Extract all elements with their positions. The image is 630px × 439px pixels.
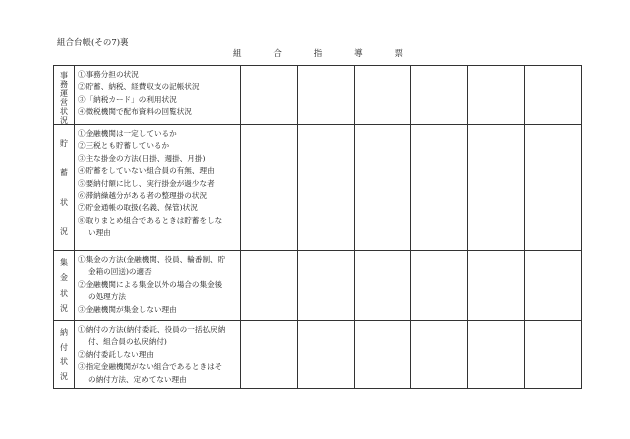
entry-cell[interactable] — [354, 66, 411, 125]
entry-cell[interactable] — [468, 251, 525, 321]
check-item-text: ③指定金融機関がない組合であるときはそ — [78, 362, 223, 372]
check-item — [78, 254, 238, 279]
category-char: 営 — [60, 98, 68, 107]
check-items-cell — [75, 66, 241, 125]
category-char: 事 — [60, 71, 68, 80]
category-cell — [54, 66, 75, 125]
form-label: 組合台帳(その7)裏 — [57, 38, 129, 48]
title-char: 合 — [273, 49, 282, 59]
entry-cell[interactable] — [354, 321, 411, 389]
category-char: 況 — [60, 372, 68, 382]
entry-cell[interactable] — [468, 125, 525, 251]
entry-cell[interactable] — [241, 321, 298, 389]
check-item: ①金融機関は一定しているか — [78, 129, 177, 138]
category-cell — [54, 125, 75, 251]
category-char: 集 — [60, 258, 68, 268]
entry-cell[interactable] — [524, 125, 581, 251]
check-item-text: ⑧取りまとめ組合であるときは貯蓄をしな — [78, 215, 223, 225]
category-char: 務 — [60, 80, 68, 89]
check-item-continuation: 金箱の回送)の適否 — [88, 267, 152, 277]
check-item: ②納付委託しない理由 — [78, 349, 154, 359]
category-char: 況 — [60, 303, 68, 313]
guidance-table — [53, 65, 582, 389]
check-item-continuation: い理由 — [88, 228, 111, 238]
category-char: 状 — [60, 357, 68, 367]
entry-cell[interactable] — [354, 125, 411, 251]
check-items-cell — [75, 251, 241, 321]
check-item-text: ①集金の方法(金融機関、役員、輪番制、貯 — [78, 255, 226, 264]
section-row-savings — [54, 125, 582, 251]
entry-cell[interactable] — [241, 251, 298, 321]
category-char: 納 — [60, 327, 68, 337]
check-item: ④微税機関で配布資料の回覧状況 — [78, 107, 192, 117]
entry-cell[interactable] — [241, 125, 298, 251]
category-char: 蓄 — [60, 168, 68, 178]
category-char: 運 — [60, 89, 68, 98]
entry-cell[interactable] — [468, 66, 525, 125]
title-char: 票 — [394, 49, 403, 59]
check-item-text: ②金融機関による集金以外の場合の集金後 — [78, 279, 223, 289]
check-item: ③「納税カード」の利用状況 — [78, 94, 177, 104]
check-item — [78, 279, 238, 304]
category-char: 状 — [60, 107, 68, 116]
check-item: ②貯蓄、納税、経費収支の記帳状況 — [78, 82, 200, 92]
category-char: 況 — [60, 226, 68, 236]
title-char: 指 — [313, 49, 323, 59]
category-char: 金 — [60, 273, 68, 283]
check-item: ③金融機関が集金しない理由 — [78, 304, 177, 314]
check-item-continuation: の処理方法 — [88, 292, 126, 302]
entry-cell[interactable] — [297, 321, 354, 389]
entry-cell[interactable] — [411, 321, 468, 389]
title-char: 導 — [354, 49, 363, 59]
section-row-office-operation — [54, 66, 582, 125]
category-char: 貯 — [60, 139, 68, 149]
section-row-collection — [54, 251, 582, 321]
category-cell — [54, 251, 75, 321]
entry-cell[interactable] — [241, 66, 298, 125]
section-row-payment — [54, 321, 582, 389]
entry-cell[interactable] — [524, 251, 581, 321]
check-items-cell — [75, 125, 241, 251]
form-title — [233, 47, 403, 59]
check-item: ④貯蓄をしていない組合員の有無、理由 — [78, 166, 215, 176]
entry-cell[interactable] — [297, 125, 354, 251]
entry-cell[interactable] — [411, 251, 468, 321]
check-item: ③主な掛金の方法(日掛、週掛、月掛) — [78, 153, 206, 163]
entry-cell[interactable] — [468, 321, 525, 389]
entry-cell[interactable] — [411, 66, 468, 125]
entry-cell[interactable] — [297, 66, 354, 125]
check-item: ①事務分担の状況 — [78, 70, 139, 79]
check-item: ⑥滞納繰越分がある者の整理掛の状況 — [78, 191, 208, 201]
category-char: 況 — [60, 116, 68, 125]
check-item: ⑤要納付額に比し、実行掛金が過少な者 — [78, 178, 215, 188]
category-char: 状 — [60, 197, 68, 207]
category-char: 状 — [60, 288, 68, 298]
check-items-cell — [75, 321, 241, 389]
check-item — [78, 215, 238, 240]
entry-cell[interactable] — [524, 321, 581, 389]
entry-cell[interactable] — [354, 251, 411, 321]
title-char: 組 — [233, 49, 242, 59]
check-item: ②三税とも貯蓄しているか — [78, 141, 170, 151]
check-item: ⑦貯金通帳の取扱(名義、保管)状況 — [78, 203, 198, 213]
check-item — [78, 361, 238, 386]
category-cell — [54, 321, 75, 389]
category-char: 付 — [60, 342, 68, 352]
check-item-text: ①納付の方法(納付委託、役員の一括払戻納 — [78, 325, 226, 334]
check-item — [78, 324, 238, 349]
entry-cell[interactable] — [524, 66, 581, 125]
check-item-continuation: 付、組合員の払戻納付) — [88, 337, 167, 347]
entry-cell[interactable] — [411, 125, 468, 251]
entry-cell[interactable] — [297, 251, 354, 321]
check-item-continuation: の納付方法、定めてない理由 — [88, 374, 187, 384]
